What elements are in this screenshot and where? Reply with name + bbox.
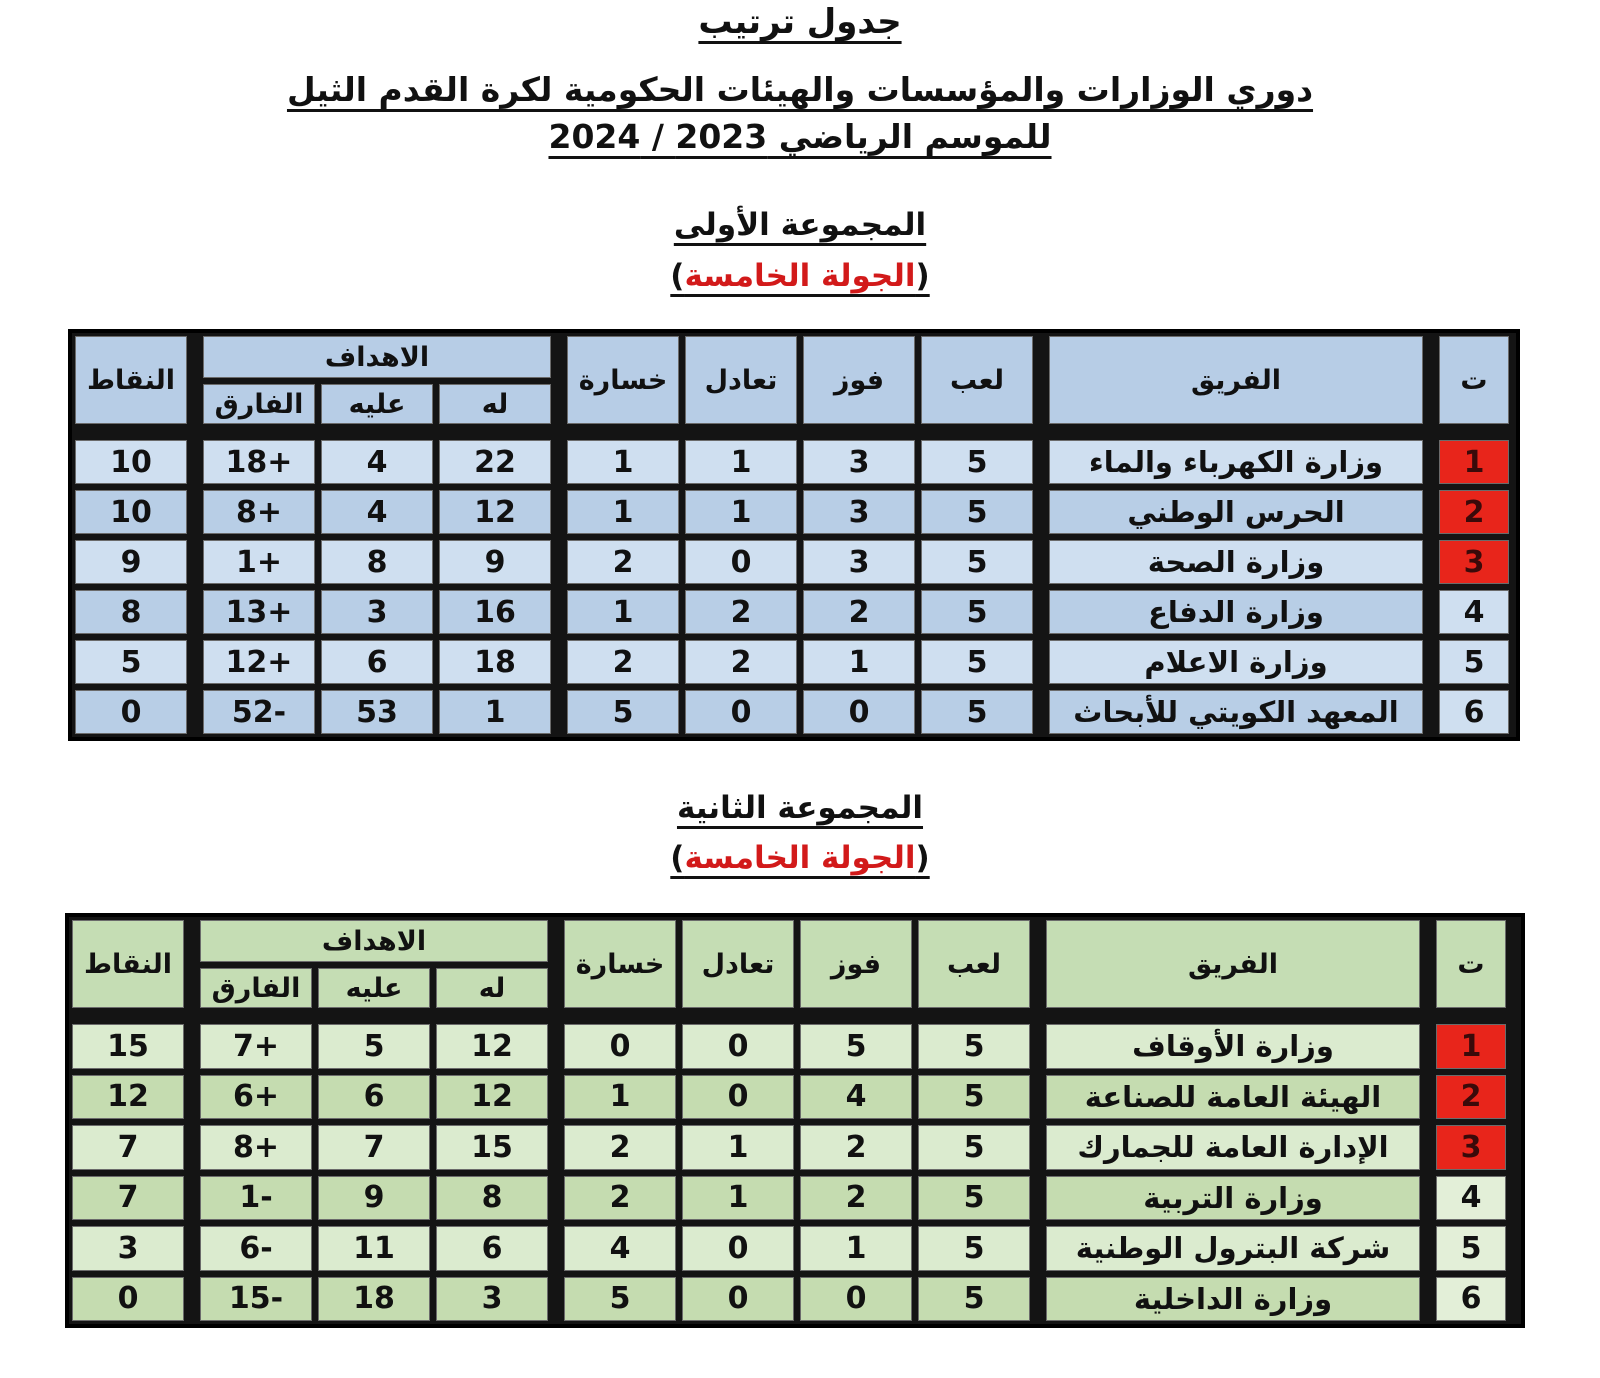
goals-for-cell: 18: [436, 637, 554, 687]
team-name-cell: وزارة الصحة: [1046, 537, 1426, 587]
lost-cell: 4: [561, 1223, 679, 1274]
lost-cell: 2: [564, 637, 682, 687]
header-goals: الاهداف: [200, 333, 554, 381]
goal-diff-cell: 8+: [197, 1122, 315, 1173]
table-divider: [1426, 687, 1436, 737]
table-divider: [1036, 687, 1046, 737]
team-name-cell: شركة البترول الوطنية: [1043, 1223, 1423, 1274]
points-cell: 9: [72, 537, 190, 587]
table-divider: [187, 1223, 197, 1274]
lost-cell: 2: [561, 1173, 679, 1224]
drawn-cell: 2: [682, 587, 800, 637]
goals-for-cell: 12: [436, 487, 554, 537]
points-cell: 5: [72, 637, 190, 687]
goal-diff-cell: 8+: [200, 487, 318, 537]
points-cell: 10: [72, 487, 190, 537]
team-name-cell: وزارة التربية: [1043, 1173, 1423, 1224]
goals-for-cell: 3: [433, 1274, 551, 1325]
group-2-title: المجموعة الثانية: [676, 790, 924, 826]
won-cell: 1: [797, 1223, 915, 1274]
played-cell: 5: [915, 1223, 1033, 1274]
league-title: دوري الوزارات والمؤسسات والهيئات الحكومية لكرة القدم الثيل: [286, 70, 1314, 109]
team-name-cell: وزارة الداخلية: [1043, 1274, 1423, 1325]
goals-against-cell: 53: [318, 687, 436, 737]
table-divider: [190, 587, 200, 637]
goals-against-cell: 6: [318, 637, 436, 687]
played-cell: 5: [918, 487, 1036, 537]
drawn-cell: 2: [682, 637, 800, 687]
table-divider: [1426, 587, 1436, 637]
lost-cell: 2: [561, 1122, 679, 1173]
lost-cell: 1: [564, 487, 682, 537]
header-team: الفريق: [1046, 333, 1426, 427]
table-divider: [551, 1072, 561, 1123]
season-title: للموسم الرياضي 2023 / 2024: [548, 117, 1052, 156]
table-divider: [1033, 1072, 1043, 1123]
goal-diff-cell: 6-: [197, 1223, 315, 1274]
points-cell: 0: [69, 1274, 187, 1325]
rank-cell: 2: [1433, 1072, 1509, 1123]
points-cell: 0: [72, 687, 190, 737]
header-points: النقاط: [72, 333, 190, 427]
goals-for-cell: 22: [436, 437, 554, 487]
team-name-cell: وزارة الدفاع: [1046, 587, 1426, 637]
drawn-cell: 0: [679, 1274, 797, 1325]
table-divider: [1426, 637, 1436, 687]
goals-for-cell: 12: [433, 1021, 551, 1072]
lost-cell: 2: [564, 537, 682, 587]
table-divider: [1423, 1021, 1433, 1072]
table-divider: [1426, 537, 1436, 587]
table-divider: [1036, 437, 1046, 487]
table-divider: [554, 487, 564, 537]
table-divider: [1036, 587, 1046, 637]
points-cell: 7: [69, 1122, 187, 1173]
lost-cell: 1: [564, 437, 682, 487]
table-divider: [1426, 333, 1436, 427]
goals-against-cell: 18: [315, 1274, 433, 1325]
played-cell: 5: [918, 687, 1036, 737]
header-lost: خسارة: [561, 917, 679, 1011]
table-divider: [190, 637, 200, 687]
goals-for-cell: 1: [436, 687, 554, 737]
table-divider: [187, 917, 197, 1011]
table-divider: [551, 1122, 561, 1173]
drawn-cell: 0: [679, 1223, 797, 1274]
table-divider: [1033, 1274, 1043, 1325]
header-played: لعب: [915, 917, 1033, 1011]
table-divider: [1423, 1274, 1433, 1325]
played-cell: 5: [918, 537, 1036, 587]
header-rank: ت: [1436, 333, 1512, 427]
header-played: لعب: [918, 333, 1036, 427]
won-cell: 1: [800, 637, 918, 687]
table-divider: [190, 687, 200, 737]
table-divider: [187, 1072, 197, 1123]
table-divider: [554, 333, 564, 427]
team-name-cell: وزارة الأوقاف: [1043, 1021, 1423, 1072]
table-divider: [1036, 637, 1046, 687]
table-divider: [187, 1122, 197, 1173]
header-goals-against: عليه: [318, 381, 436, 427]
goals-for-cell: 8: [433, 1173, 551, 1224]
won-cell: 4: [797, 1072, 915, 1123]
team-name-cell: الحرس الوطني: [1046, 487, 1426, 537]
goals-against-cell: 7: [315, 1122, 433, 1173]
table-divider: [1423, 1122, 1433, 1173]
header-goals-against: عليه: [315, 965, 433, 1011]
goals-against-cell: 8: [318, 537, 436, 587]
header-drawn: تعادل: [679, 917, 797, 1011]
goal-diff-cell: 6+: [197, 1072, 315, 1123]
lost-cell: 1: [561, 1072, 679, 1123]
won-cell: 5: [797, 1021, 915, 1072]
table-divider: [554, 637, 564, 687]
header-points: النقاط: [69, 917, 187, 1011]
table-divider: [190, 537, 200, 587]
team-name-cell: الإدارة العامة للجمارك: [1043, 1122, 1423, 1173]
drawn-cell: 1: [679, 1173, 797, 1224]
played-cell: 5: [918, 587, 1036, 637]
team-name-cell: وزارة الكهرباء والماء: [1046, 437, 1426, 487]
points-cell: 8: [72, 587, 190, 637]
rank-cell: 5: [1436, 637, 1512, 687]
won-cell: 3: [800, 487, 918, 537]
goals-against-cell: 9: [315, 1173, 433, 1224]
table-divider: [551, 917, 561, 1011]
team-name-cell: المعهد الكويتي للأبحاث: [1046, 687, 1426, 737]
played-cell: 5: [918, 637, 1036, 687]
goals-for-cell: 9: [436, 537, 554, 587]
goal-diff-cell: 13+: [200, 587, 318, 637]
table-divider: [1426, 487, 1436, 537]
group-1-title: المجموعة الأولى: [673, 207, 927, 243]
won-cell: 3: [800, 537, 918, 587]
header-divider: [72, 427, 1512, 437]
table-divider: [554, 437, 564, 487]
played-cell: 5: [915, 1274, 1033, 1325]
points-cell: 7: [69, 1173, 187, 1224]
goals-against-cell: 6: [315, 1072, 433, 1123]
goal-diff-cell: 52-: [200, 687, 318, 737]
goal-diff-cell: 15-: [197, 1274, 315, 1325]
won-cell: 3: [800, 437, 918, 487]
played-cell: 5: [915, 1122, 1033, 1173]
goal-diff-cell: 1+: [200, 537, 318, 587]
drawn-cell: 0: [682, 537, 800, 587]
won-cell: 0: [797, 1274, 915, 1325]
table-divider: [1036, 333, 1046, 427]
won-cell: 2: [800, 587, 918, 637]
lost-cell: 1: [564, 587, 682, 637]
header-rank: ت: [1433, 917, 1509, 1011]
rank-cell: 6: [1436, 687, 1512, 737]
table-divider: [190, 333, 200, 427]
goals-against-cell: 4: [318, 437, 436, 487]
table-divider: [190, 437, 200, 487]
table-divider: [551, 1021, 561, 1072]
points-cell: 15: [69, 1021, 187, 1072]
rank-cell: 5: [1433, 1223, 1509, 1274]
goals-for-cell: 6: [433, 1223, 551, 1274]
won-cell: 2: [797, 1122, 915, 1173]
goal-diff-cell: 12+: [200, 637, 318, 687]
played-cell: 5: [915, 1021, 1033, 1072]
lost-cell: 5: [564, 687, 682, 737]
table-divider: [554, 687, 564, 737]
rank-cell: 6: [1433, 1274, 1509, 1325]
goals-against-cell: 4: [318, 487, 436, 537]
points-cell: 3: [69, 1223, 187, 1274]
table-divider: [1033, 1122, 1043, 1173]
header-won: فوز: [797, 917, 915, 1011]
won-cell: 2: [797, 1173, 915, 1224]
table-divider: [1033, 1223, 1043, 1274]
team-name-cell: وزارة الاعلام: [1046, 637, 1426, 687]
lost-cell: 5: [561, 1274, 679, 1325]
goal-diff-cell: 18+: [200, 437, 318, 487]
goals-against-cell: 5: [315, 1021, 433, 1072]
header-divider: [69, 1011, 1509, 1021]
table-divider: [1033, 1021, 1043, 1072]
table-divider: [1036, 537, 1046, 587]
header-goal-diff: الفارق: [200, 381, 318, 427]
goals-for-cell: 15: [433, 1122, 551, 1173]
header-goals-for: له: [433, 965, 551, 1011]
goals-for-cell: 16: [436, 587, 554, 637]
played-cell: 5: [915, 1072, 1033, 1123]
points-cell: 12: [69, 1072, 187, 1123]
header-won: فوز: [800, 333, 918, 427]
table-divider: [187, 1021, 197, 1072]
goals-against-cell: 11: [315, 1223, 433, 1274]
drawn-cell: 0: [679, 1072, 797, 1123]
table-divider: [1033, 917, 1043, 1011]
table-divider: [554, 537, 564, 587]
drawn-cell: 0: [682, 687, 800, 737]
lost-cell: 0: [561, 1021, 679, 1072]
group-2-round: (الجولة الخامسة): [670, 840, 930, 876]
goal-diff-cell: 1-: [197, 1173, 315, 1224]
table-divider: [1423, 1223, 1433, 1274]
goals-for-cell: 12: [433, 1072, 551, 1123]
table-divider: [554, 587, 564, 637]
header-lost: خسارة: [564, 333, 682, 427]
table-divider: [551, 1223, 561, 1274]
header-team: الفريق: [1043, 917, 1423, 1011]
drawn-cell: 0: [679, 1021, 797, 1072]
table-divider: [1036, 487, 1046, 537]
rank-cell: 1: [1433, 1021, 1509, 1072]
table-divider: [551, 1173, 561, 1224]
page-title: جدول ترتيب: [698, 2, 902, 42]
played-cell: 5: [918, 437, 1036, 487]
rank-cell: 3: [1436, 537, 1512, 587]
goal-diff-cell: 7+: [197, 1021, 315, 1072]
drawn-cell: 1: [682, 487, 800, 537]
table-divider: [551, 1274, 561, 1325]
header-goals-for: له: [436, 381, 554, 427]
won-cell: 0: [800, 687, 918, 737]
played-cell: 5: [915, 1173, 1033, 1224]
drawn-cell: 1: [682, 437, 800, 487]
group-1-table: [68, 329, 1520, 741]
group-2-table: [65, 913, 1525, 1328]
table-divider: [1423, 917, 1433, 1011]
table-divider: [1426, 437, 1436, 487]
table-divider: [187, 1173, 197, 1224]
table-divider: [1033, 1173, 1043, 1224]
table-divider: [187, 1274, 197, 1325]
team-name-cell: الهيئة العامة للصناعة: [1043, 1072, 1423, 1123]
drawn-cell: 1: [679, 1122, 797, 1173]
header-drawn: تعادل: [682, 333, 800, 427]
goals-against-cell: 3: [318, 587, 436, 637]
points-cell: 10: [72, 437, 190, 487]
rank-cell: 4: [1433, 1173, 1509, 1224]
rank-cell: 3: [1433, 1122, 1509, 1173]
rank-cell: 2: [1436, 487, 1512, 537]
header-goals: الاهداف: [197, 917, 551, 965]
rank-cell: 4: [1436, 587, 1512, 637]
table-divider: [1423, 1072, 1433, 1123]
group-1-round: (الجولة الخامسة): [670, 258, 930, 294]
rank-cell: 1: [1436, 437, 1512, 487]
header-goal-diff: الفارق: [197, 965, 315, 1011]
table-divider: [1423, 1173, 1433, 1224]
table-divider: [190, 487, 200, 537]
